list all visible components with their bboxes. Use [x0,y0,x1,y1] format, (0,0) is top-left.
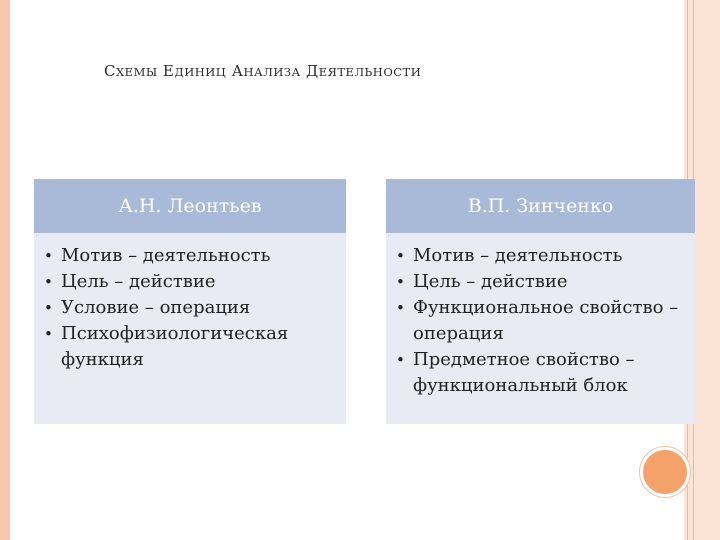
leontiev-column [34,179,346,424]
left-decorative-stripe [0,0,10,540]
slide-title [104,58,584,86]
list-item: • Функциональное свойство – операция [394,295,683,347]
slide-title-text [104,58,584,82]
column-header: В.П. Зинченко [386,179,695,233]
column-list [34,233,346,373]
svg-text:СХЕМЫ ЕДИНИЦ АНАЛИЗА ДЕЯТЕЛЬНО: СХЕМЫ ЕДИНИЦ АНАЛИЗА ДЕЯТЕЛЬНОСТИ [104,62,422,80]
list-item: • Психофизиологическая функция [42,321,334,373]
zinchenko-column [386,179,695,424]
list-item: • Цель – действие [42,269,334,295]
list-item: • Мотив – деятельность [394,243,683,269]
list-item: • Предметное свойство – функциональный блок [394,347,683,399]
column-list [386,233,695,399]
list-item: • Условие – операция [42,295,334,321]
list-item: • Цель – действие [394,269,683,295]
list-item: • Мотив – деятельность [42,243,334,269]
column-header: А.Н. Леонтьев [34,179,346,233]
decorative-circle [640,447,690,497]
